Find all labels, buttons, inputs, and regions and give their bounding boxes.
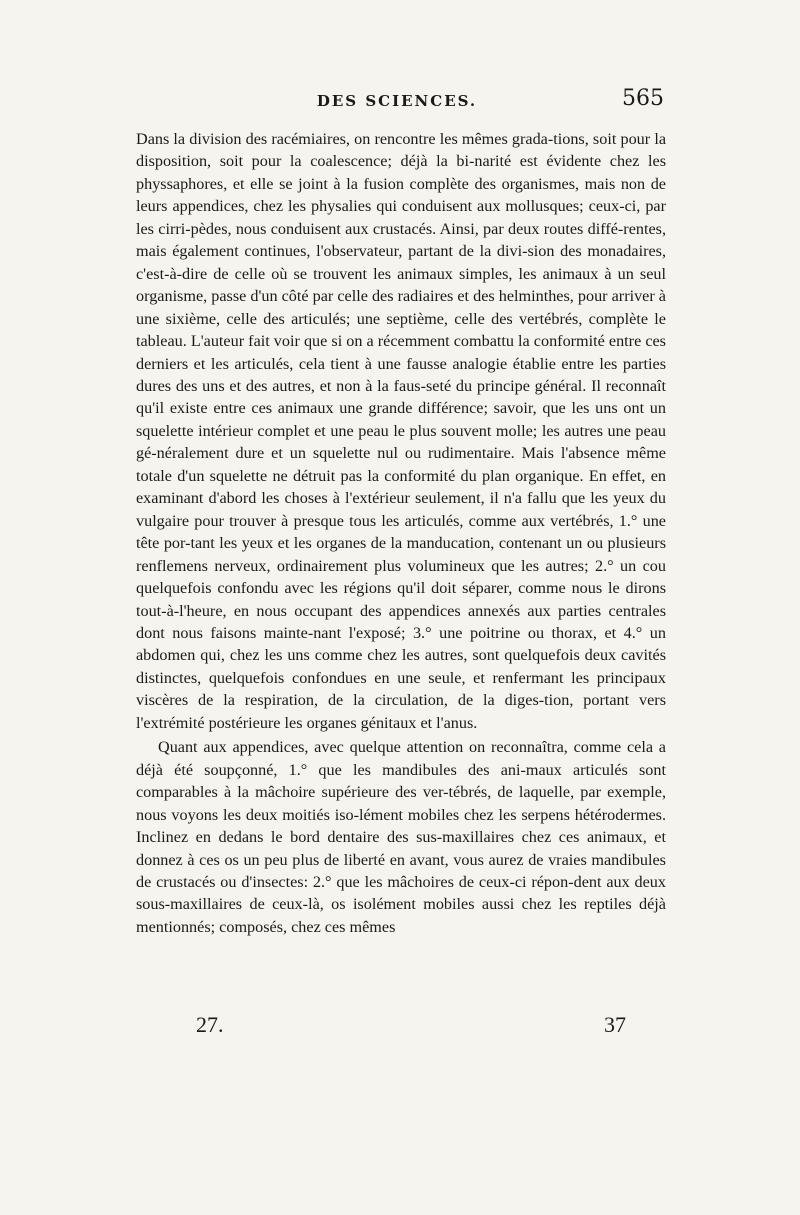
body-text bbox=[136, 128, 666, 938]
paragraph-1: Dans la division des racémiaires, on rencontre les mêmes grada-tions, soit pour la disposition, soit pour la coalescence; déjà la bi-narité est évidente chez les physsaphores, et elle se joint à la fusion complète des organismes, mais non de leurs appendices, chez les physalies qui conduisent aux mollusques; ceux-ci, par les cirri-pèdes, nous conduisent aux crustacés. Ainsi, par deux routes diffé-rentes, mais également continues, l'observateur, partant de la divi-sion des monadaires, c'est-à-dire de celle où se trouvent les animaux simples, les animaux à un seul organisme, passe d'un côté par celle des radiaires et des helminthes, pour arriver à une sixième, celle des articulés; une septième, celle des vertébrés, complète le tableau. L'auteur fait voir que si on a récemment combattu la conformité entre ces derniers et les articulés, cela tient à une fausse analogie établie entre les parties dures des uns et des autres, et non à la faus-seté du principe général. Il reconnaît qu'il existe entre ces animaux une grande différence; savoir, que les uns ont un squelette intérieur complet et une peau le plus souvent molle; les autres une peau gé-néralement dure et un squelette nul ou rudimentaire. Mais l'absence même totale d'un squelette ne détruit pas la conformité du plan organique. En effet, en examinant d'abord les choses à l'extérieur seulement, il n'a fallu que les yeux du vulgaire pour trouver à presque tous les articulés, comme aux vertébrés, 1.° une tête por-tant les yeux et les organes de la manducation, contenant un ou plusieurs renflemens nerveux, ordinairement plus volumineux que les autres; 2.° un cou quelquefois confondu avec les régions qu'il doit séparer, comme nous le dirons tout-à-l'heure, en nous occupant des appendices annexés aux parties centrales dont nous faisons mainte-nant l'exposé; 3.° une poitrine ou thorax, et 4.° un abdomen qui, chez les uns comme chez les autres, sont quelquefois deux cavités distinctes, quelquefois confondues en une seule, et renfermant les principaux viscères de la respiration, de la circulation, de la diges-tion, portant vers l'extrémité postérieure les organes génitaux et l'anus. bbox=[136, 130, 666, 732]
signature-mark-left: 27. bbox=[196, 1012, 224, 1037]
paragraph-2: Quant aux appendices, avec quelque attention on reconnaîtra, comme cela a déjà été soupçonné, 1.° que les mandibules des ani-maux articulés sont comparables à la mâchoire supérieure des ver-tébrés, de laquelle, par exemple, nous voyons les deux moitiés iso-lément mobiles chez les serpens hétérodermes. Inclinez en dedans le bord dentaire des sus-maxillaires chez ces animaux, et donnez à ces os un peu plus de liberté en avant, vous aurez de vraies mandibules de crustacés ou d'insectes: 2.° que les mâchoires de ceux-ci répon-dent aux deux sous-maxillaires de ceux-là, os isolément mobiles aussi chez les reptiles déjà mentionnés; composés, chez ces mêmes bbox=[136, 738, 666, 936]
page-number: 565 bbox=[622, 86, 664, 111]
running-head-title: DES SCIENCES. bbox=[316, 92, 478, 110]
signature-mark-right: 37 bbox=[604, 1012, 626, 1037]
running-head bbox=[136, 86, 664, 122]
